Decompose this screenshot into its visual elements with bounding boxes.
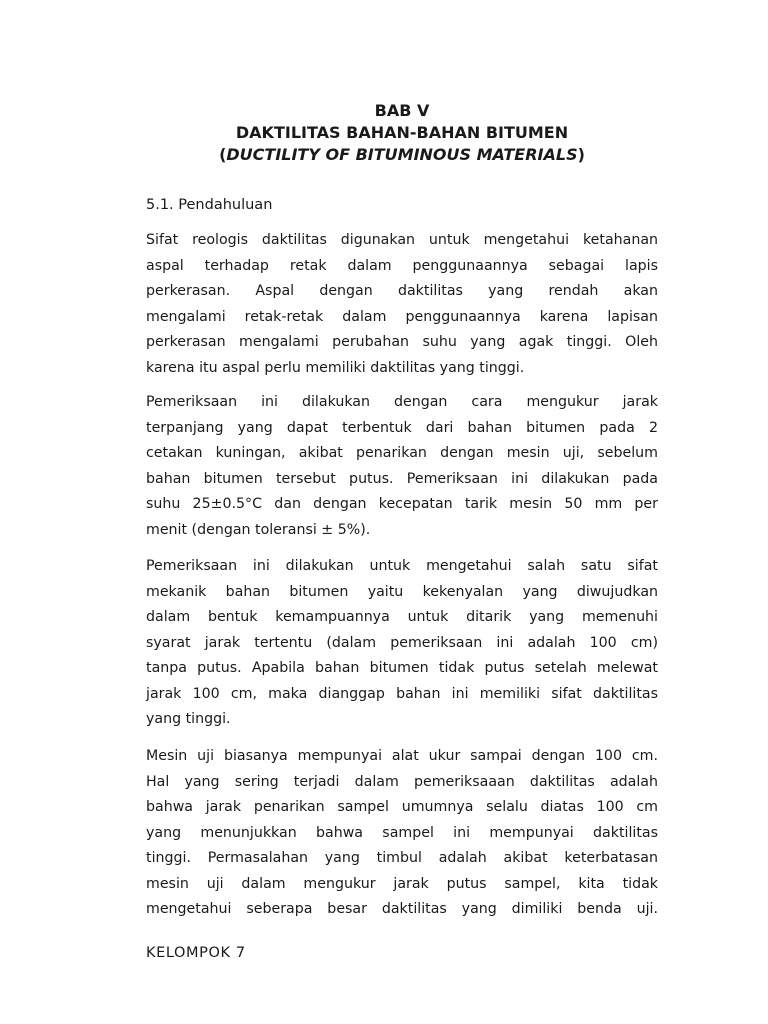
- paragraph-line: bahwa jarak penarikan sampel umumnya selalu diatas 100 cm: [146, 799, 658, 815]
- paragraph-line: mengetahui seberapa besar daktilitas yang dimiliki benda uji.: [146, 901, 658, 917]
- paragraph-line: mengalami retak-retak dalam penggunaannya karena lapisan: [146, 308, 658, 325]
- paragraph-line: Hal yang sering terjadi dalam pemeriksaaan daktilitas adalah: [146, 773, 658, 790]
- footer-group-label: KELOMPOK 7: [146, 945, 246, 961]
- subtitle-english: DUCTILITY OF BITUMINOUS MATERIALS: [226, 145, 578, 164]
- section-heading: 5.1. Pendahuluan: [146, 197, 273, 213]
- subtitle-close-paren: ): [577, 145, 585, 164]
- paragraph-line: menit (dengan toleransi ± 5%).: [146, 521, 371, 538]
- paragraph-4: [146, 744, 658, 923]
- paragraph-line: dalam bentuk kemampuannya untuk ditarik yang memenuhi: [146, 609, 658, 625]
- paragraph-line: perkerasan mengalami perubahan suhu yang agak tinggi. Oleh: [146, 334, 658, 350]
- paragraph-3: [146, 554, 658, 733]
- chapter-title: DAKTILITAS BAHAN-BAHAN BITUMEN: [235, 123, 569, 142]
- chapter-heading: BAB V: [374, 101, 430, 120]
- paragraph-2: [146, 390, 658, 543]
- paragraph-line: mesin uji dalam mengukur jarak putus sampel, kita tidak: [146, 875, 658, 892]
- subtitle-open-paren: (: [219, 145, 227, 164]
- paragraph-line: Sifat reologis daktilitas digunakan untuk mengetahui ketahanan: [146, 232, 658, 248]
- title-block: [146, 100, 658, 166]
- paragraph-line: tanpa putus. Apabila bahan bitumen tidak putus setelah melewat: [146, 660, 658, 676]
- chapter-subtitle: [146, 144, 658, 166]
- paragraph-line: aspal terhadap retak dalam penggunaannya sebagai lapis: [146, 257, 658, 274]
- paragraph-line: perkerasan. Aspal dengan daktilitas yang rendah akan: [146, 283, 658, 299]
- paragraph-line: Pemeriksaan ini dilakukan dengan cara mengukur jarak: [146, 394, 658, 410]
- paragraph-line: yang menunjukkan bahwa sampel ini mempunyai daktilitas: [146, 824, 658, 841]
- paragraph-line: tinggi. Permasalahan yang timbul adalah akibat keterbatasan: [146, 850, 658, 866]
- paragraph-1: [146, 228, 658, 381]
- paragraph-line: Mesin uji biasanya mempunyai alat ukur sampai dengan 100 cm.: [146, 748, 658, 764]
- paragraph-line: terpanjang yang dapat terbentuk dari bahan bitumen pada 2: [146, 419, 658, 436]
- paragraph-line: cetakan kuningan, akibat penarikan dengan mesin uji, sebelum: [146, 445, 658, 461]
- paragraph-line: karena itu aspal perlu memiliki daktilitas yang tinggi.: [146, 359, 525, 376]
- paragraph-line: yang tinggi.: [146, 711, 231, 727]
- paragraph-line: Pemeriksaan ini dilakukan untuk mengetahui salah satu sifat: [146, 558, 658, 574]
- paragraph-line: suhu 25±0.5°C dan dengan kecepatan tarik mesin 50 mm per: [146, 496, 658, 512]
- paragraph-line: syarat jarak tertentu (dalam pemeriksaan ini adalah 100 cm): [146, 634, 658, 651]
- paragraph-line: jarak 100 cm, maka dianggap bahan ini memiliki sifat daktilitas: [146, 685, 658, 702]
- paragraph-line: bahan bitumen tersebut putus. Pemeriksaan ini dilakukan pada: [146, 470, 658, 487]
- paragraph-line: mekanik bahan bitumen yaitu kekenyalan yang diwujudkan: [146, 583, 658, 600]
